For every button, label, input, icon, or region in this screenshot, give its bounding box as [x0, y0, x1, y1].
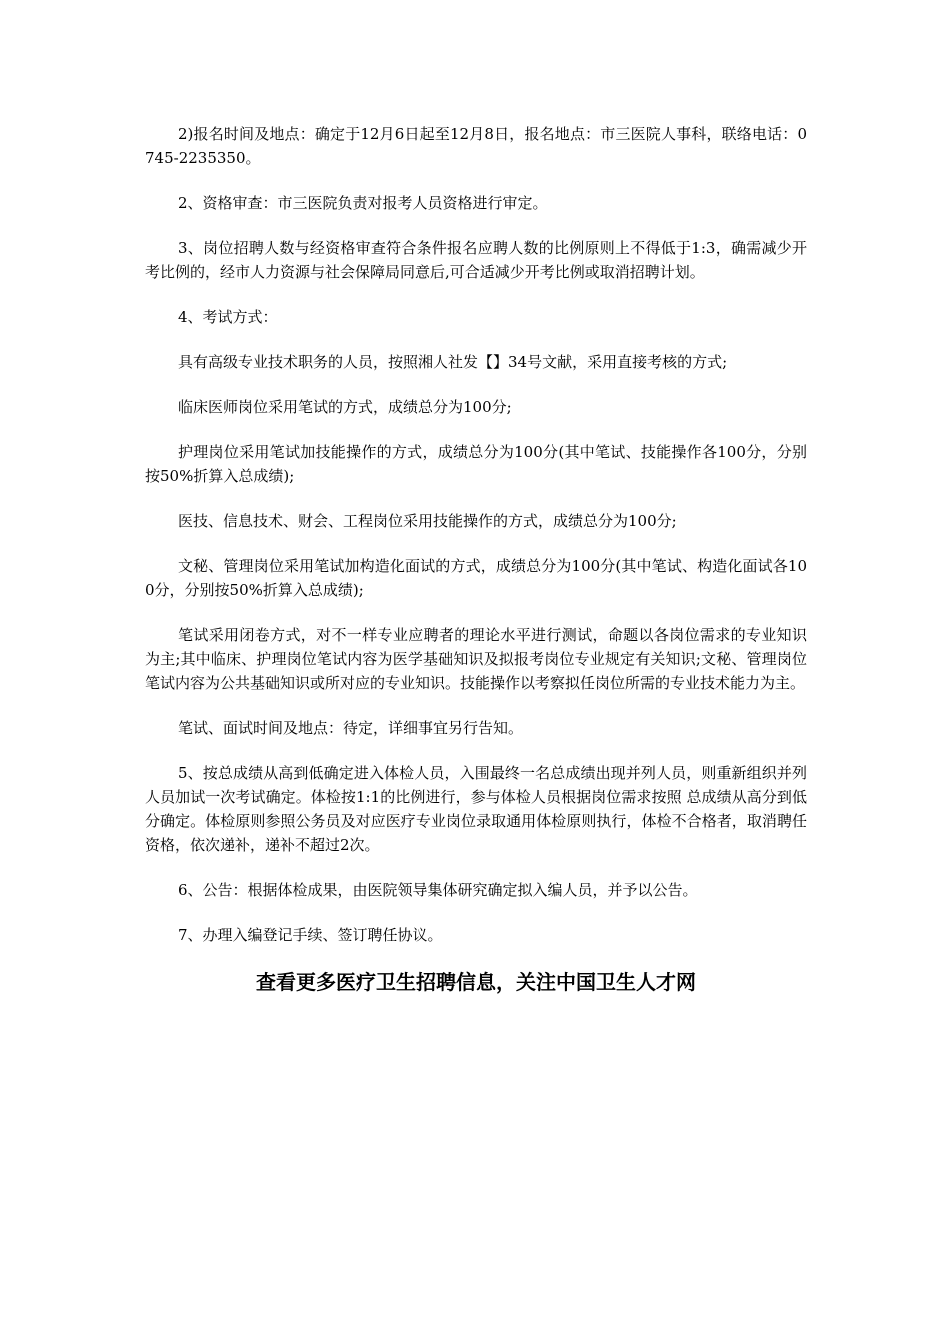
paragraph-exam-time-place: 笔试、面试时间及地点：待定，详细事宜另行告知。 — [178, 719, 524, 737]
paragraph-clinical-doctor: 临床医师岗位采用笔试的方式，成绩总分为100分; — [178, 398, 512, 416]
footer-title: 查看更多医疗卫生招聘信息，关注中国卫生人才网 — [256, 970, 696, 994]
paragraph-senior-staff: 具有高级专业技术职务的人员，按照湘人社发【】34号文献，采用直接考核的方式; — [178, 353, 728, 371]
paragraph-written-exam: 笔试采用闭卷方式，对不一样专业应聘者的理论水平进行测试，命题以各岗位需求的专业知识为主;其中临床、护理岗位笔试内容为医学基础知识及拟报考岗位专业规定有关知识;文秘、管理岗位笔试内容为公共基础知识或所对应的专业知识。技能操作以考察拟任岗位所需的专业技术能力为主。 — [145, 626, 807, 692]
paragraph-secretary-management: 文秘、管理岗位采用笔试加构造化面试的方式，成绩总分为100分(其中笔试、构造化面试各100分，分别按50%折算入总成绩); — [145, 557, 807, 599]
paragraph-recruitment-ratio: 3、岗位招聘人数与经资格审查符合条件报名应聘人数的比例原则上不得低于1:3，确需减少开考比例的，经市人力资源与社会保障局同意后,可合适减少开考比例或取消招聘计划。 — [145, 239, 807, 281]
paragraph-announcement: 6、公告：根据体检成果，由医院领导集体研究确定拟入编人员，并予以公告。 — [178, 881, 698, 899]
paragraph-exam-method-heading: 4、考试方式： — [178, 308, 278, 326]
paragraph-nursing: 护理岗位采用笔试加技能操作的方式，成绩总分为100分(其中笔试、技能操作各100分，分别按50%折算入总成绩); — [145, 443, 807, 485]
paragraph-registration: 2)报名时间及地点：确定于12月6日起至12月8日，报名地点：市三医院人事科，联络电话：0745-2235350。 — [145, 125, 807, 167]
paragraph-registration-procedure: 7、办理入编登记手续、签订聘任协议。 — [178, 926, 443, 944]
paragraph-physical-exam: 5、按总成绩从高到低确定进入体检人员，入围最终一名总成绩出现并列人员，则重新组织并列人员加试一次考试确定。体检按1:1的比例进行，参与体检人员根据岗位需求按照 总成绩从高分到低分确定。体检原则参照公务员及对应医疗专业岗位录取通用体检原则执行，体检不合格者，取消聘任资格，依次递补，递补不超过2次。 — [145, 764, 807, 854]
paragraph-medical-tech: 医技、信息技术、财会、工程岗位采用技能操作的方式，成绩总分为100分; — [178, 512, 677, 530]
document-page — [145, 122, 807, 996]
paragraph-qualification-review: 2、资格审查：市三医院负责对报考人员资格进行审定。 — [178, 194, 548, 212]
